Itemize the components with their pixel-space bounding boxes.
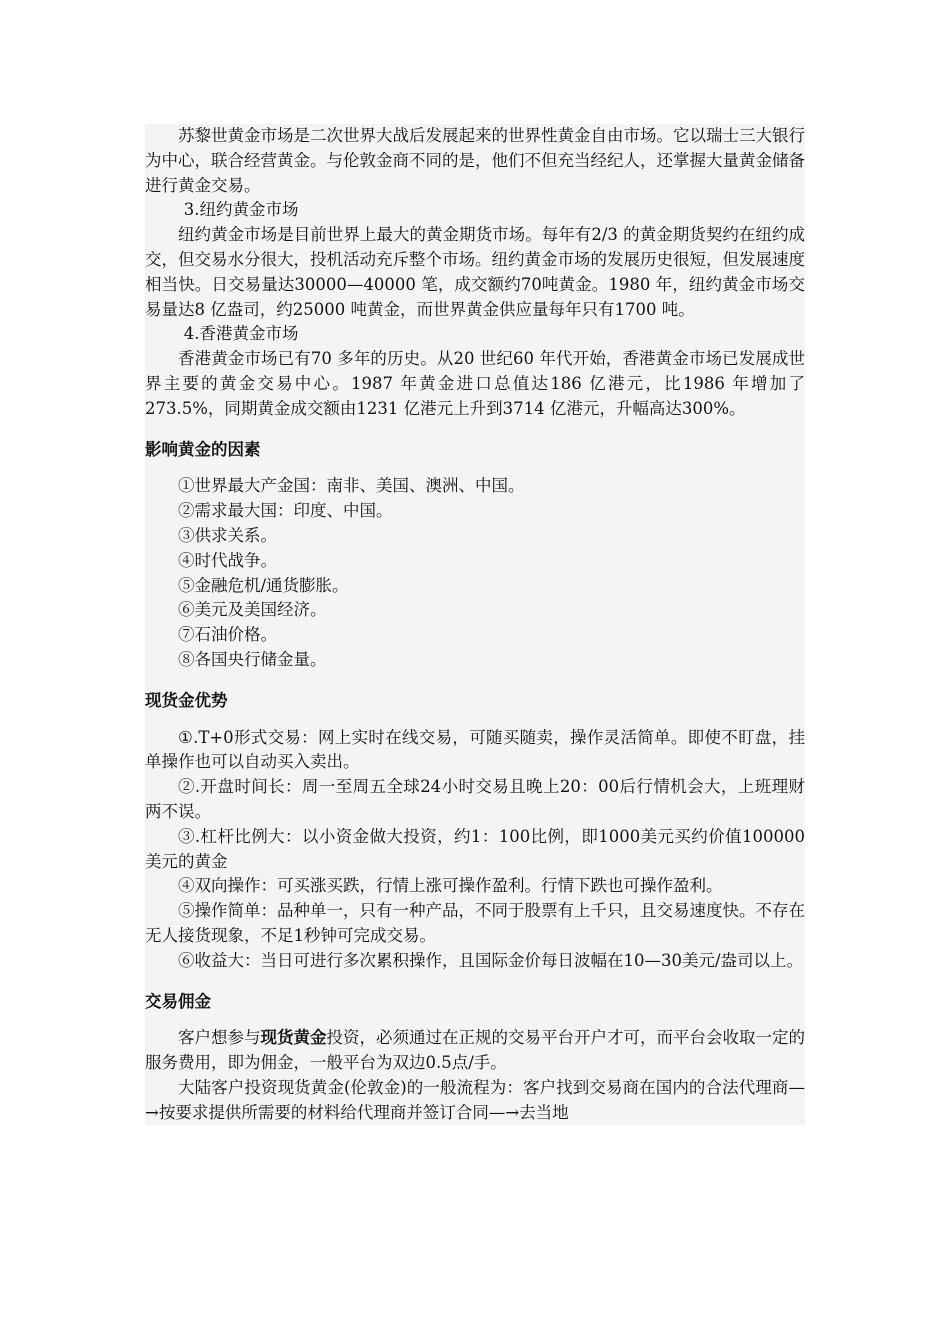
commission-paragraph-1 (145, 1026, 805, 1076)
factors-heading: 影响黄金的因素 (145, 439, 261, 459)
factors-list (145, 474, 805, 672)
list-item: ①.T+0形式交易：网上实时在线交易，可随买随卖，操作灵活简单。即使不盯盘，挂单操作也可以自动买入卖出。 (145, 727, 805, 772)
list-item: ⑥收益大：当日可进行多次累积操作，且国际金价每日波幅在10—30美元/盎司以上。 (178, 950, 804, 970)
list-item: ⑤金融危机/通货膨胀。 (178, 575, 349, 595)
list-item: ⑥美元及美国经济。 (178, 600, 327, 620)
list-item: ⑦石油价格。 (178, 625, 277, 645)
ny-market-heading: 3.纽约黄金市场 (183, 200, 299, 220)
list-item: ③供求关系。 (178, 525, 277, 545)
list-item: ⑧各国央行储金量。 (178, 649, 327, 669)
ny-market-paragraph: 纽约黄金市场是目前世界上最大的黄金期货市场。每年有2/3 的黄金期货契约在纽约成交，但交易水分很大，投机活动充斥整个市场。纽约黄金市场的发展历史很短，但发展速度相当快。日交易量达30000—40000 笔，成交额约70吨黄金。1980 年，纽约黄金市场交易量达8 亿盎司，约25000 吨黄金，而世界黄金供应量每年只有1700 吨。 (145, 225, 805, 319)
list-item: ③.杠杆比例大：以小资金做大投资，约1：100比例，即1000美元买约价值100000美元的黄金 (145, 826, 805, 871)
hk-market-heading: 4.香港黄金市场 (183, 324, 299, 344)
advantages-list (145, 726, 805, 974)
spot-gold-link[interactable]: 现货黄金 (260, 1028, 327, 1048)
hk-market-paragraph: 香港黄金市场已有70 多年的历史。从20 世纪60 年代开始，香港黄金市场已发展成世界主要的黄金交易中心。1987 年黄金进口总值达186 亿港元，比1986 年增加了273.5%，同期黄金成交额由1231 亿港元上升到3714 亿港元，升幅高达300%。 (145, 349, 805, 418)
list-item: ⑤操作简单：品种单一，只有一种产品，不同于股票有上千只，且交易速度快。不存在无人接货现象，不足1秒钟可完成交易。 (145, 901, 805, 945)
commission-paragraph-2: 大陆客户投资现货黄金(伦敦金)的一般流程为：客户找到交易商在国内的合法代理商—→按要求提供所需要的材料给代理商并签订合同—→去当地 (145, 1077, 805, 1122)
zurich-paragraph: 苏黎世黄金市场是二次世界大战后发展起来的世界性黄金自由市场。它以瑞士三大银行为中心，联合经营黄金。与伦敦金商不同的是，他们不但充当经纪人，还掌握大量黄金储备进行黄金交易。 (145, 126, 805, 195)
list-item: ①世界最大产金国：南非、美国、澳洲、中国。 (178, 476, 525, 496)
commission-heading: 交易佣金 (145, 991, 211, 1011)
document-page (145, 124, 805, 1125)
advantages-heading: 现货金优势 (145, 690, 228, 710)
commission-text-after: 投资，必须通过在正规的交易平台开户才可，而平台会收取一定的服务费用，即为佣金，一般平台为双边0.5点/手。 (145, 1028, 805, 1073)
list-item: ④时代战争。 (178, 550, 277, 570)
list-item: ④双向操作：可买涨买跌，行情上涨可操作盈利。行情下跌也可操作盈利。 (178, 876, 723, 896)
commission-text-before: 客户想参与 (178, 1028, 261, 1048)
list-item: ②.开盘时间长：周一至周五全球24小时交易且晚上20：00后行情机会大，上班理财两不误。 (145, 777, 805, 821)
list-item: ②需求最大国：印度、中国。 (178, 501, 393, 521)
